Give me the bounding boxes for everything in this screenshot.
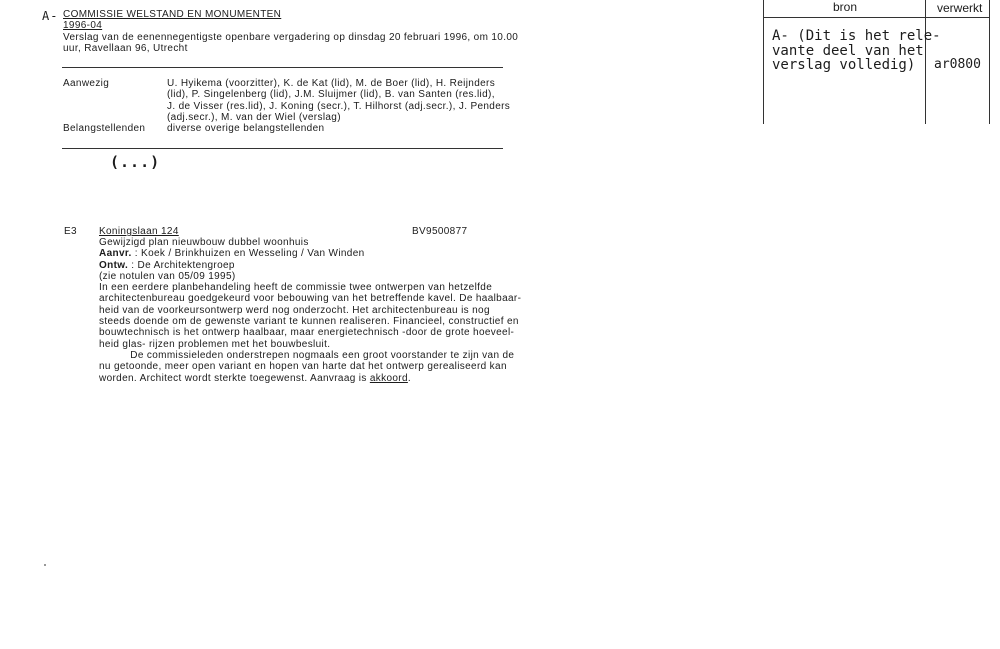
present-line: U. Hyikema (voorzitter), K. de Kat (lid), M. de Boer (lid), H. Reijnders [167, 78, 496, 89]
body-line: heid van de voorkeursontwerp werd nog onderzocht. Het architectenbureau is nog [99, 304, 490, 316]
attendance-rule [62, 148, 503, 149]
interested-text: diverse overige belangstellenden [167, 123, 325, 134]
designer-line [99, 260, 521, 271]
applicant-label: Aanvr. [99, 248, 132, 260]
body-line: architectenbureau goedgekeurd voor bebouwing van het betreffende kavel. De haalbaar- [99, 293, 522, 305]
applicant-line [99, 248, 521, 259]
document-title: COMMISSIE WELSTAND EN MONUMENTEN [63, 9, 282, 20]
notes-reference: (zie notulen van 05/09 1995) [99, 270, 236, 282]
applicant-text: : Koek / Brinkhuizen en Wesseling / Van Winden [131, 248, 365, 260]
column-header-verwerkt: verwerkt [937, 1, 983, 15]
table-border-right [989, 0, 990, 124]
body-line: nu getoonde, meer open variant en hopen van harte dat het ontwerp gerealiseerd kan [99, 361, 507, 373]
source-note-line: vante deel van het [772, 42, 924, 59]
present-line: (adj.secr.), M. van der Wiel (verslag) [167, 111, 341, 123]
body-line: De commissieleden onderstrepen nogmaals een groot voorstander te zijn van de [99, 349, 515, 361]
designer-label: Ontw. [99, 259, 129, 271]
intro-line: Verslag van de eenennegentigste openbare vergadering op dinsdag 20 februari 1996, om 10.00 [63, 32, 519, 43]
column-header-bron: bron [833, 0, 858, 14]
body-line: bouwtechnisch is het ontwerp haalbaar, maar energietechnisch -door de grote hoeveel- [99, 327, 515, 339]
item-reference: BV9500877 [412, 226, 468, 237]
body-line: heid glas- rijzen problemen met het bouwbesluit. [99, 338, 331, 350]
table-border-left [763, 0, 764, 124]
document-number: 1996-04 [63, 20, 103, 31]
present-list [167, 78, 510, 123]
item-code: E3 [64, 226, 77, 237]
table-header-rule [763, 17, 990, 18]
last-line-prefix: worden. Architect wordt sterkte toegewenst. Aanvraag is [99, 372, 370, 384]
header-rule [62, 67, 503, 68]
margin-mark: A- [42, 9, 59, 23]
intro-line: uur, Ravellaan 96, Utrecht [63, 43, 188, 54]
item-details [99, 237, 521, 384]
source-code: ar0800 [934, 57, 981, 72]
scan-speck [44, 564, 46, 566]
source-note [772, 29, 941, 73]
present-label: Aanwezig [63, 78, 110, 89]
last-line-suffix: . [407, 372, 412, 384]
designer-text: : De Architektengroep [128, 259, 235, 271]
present-line: (lid), P. Singelenberg (lid), J.M. Sluijmer (lid), B. van Santen (res.lid), [167, 89, 495, 101]
interested-label: Belangstellenden [63, 123, 146, 134]
body-last-line [99, 373, 521, 384]
ellipsis: (...) [110, 153, 161, 171]
source-note-line: verslag volledig) [772, 57, 916, 73]
item-address: Koningslaan 124 [99, 226, 179, 237]
decision: akkoord [369, 372, 408, 384]
source-note-line: A- (Dit is het rele- [772, 28, 941, 44]
item-subject: Gewijzigd plan nieuwbouw dubbel woonhuis [99, 237, 309, 248]
body-line: In een eerdere planbehandeling heeft de commissie twee ontwerpen van hetzelfde [99, 282, 493, 294]
body-line: steeds doende om de gewenste variant te kunnen realiseren. Financieel, constructief en [99, 316, 519, 328]
present-line: J. de Visser (res.lid), J. Koning (secr.), T. Hilhorst (adj.secr.), J. Penders [167, 100, 511, 112]
